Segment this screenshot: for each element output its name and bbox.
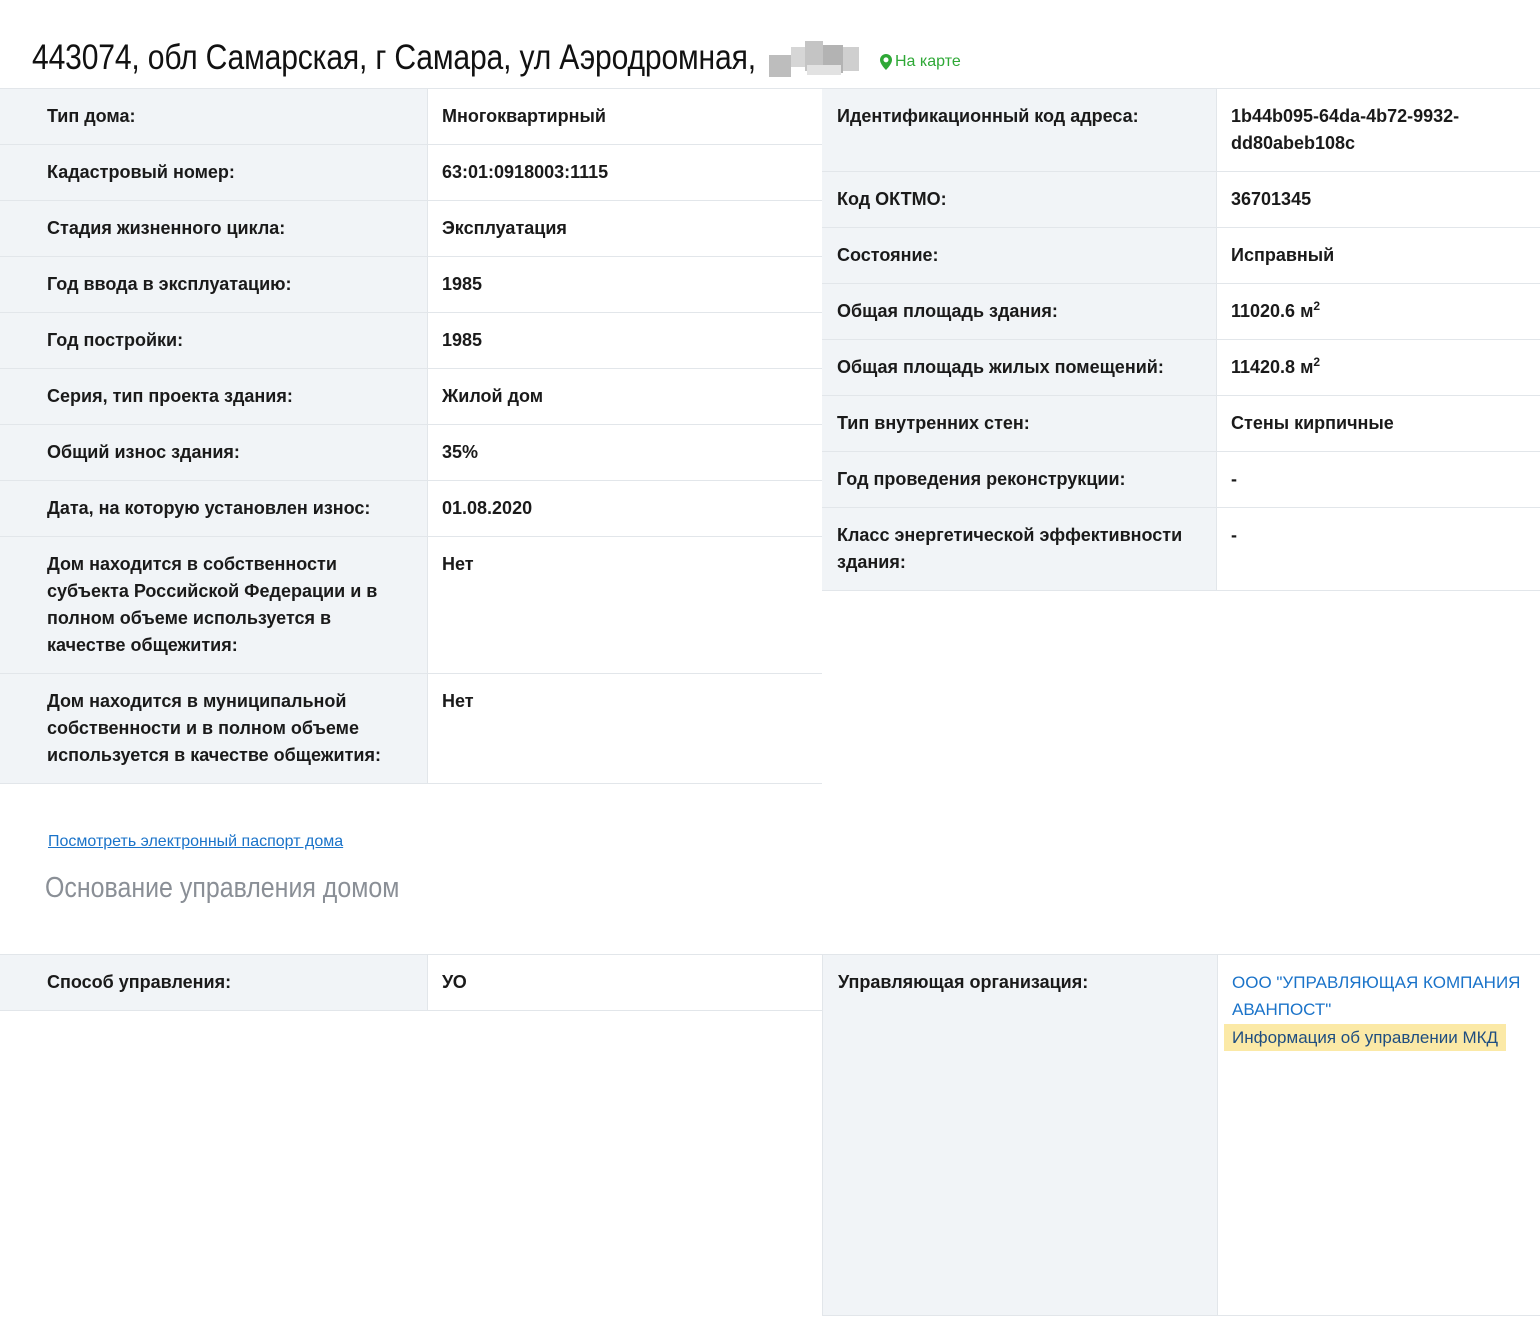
- table-row: [0, 369, 822, 425]
- row-value: [1218, 955, 1540, 1315]
- table-row: [822, 172, 1540, 228]
- table-row: [0, 313, 822, 369]
- row-label: Стадия жизненного цикла:: [0, 201, 428, 256]
- row-value: [1217, 340, 1540, 395]
- row-value: 1985: [428, 313, 822, 368]
- row-value: Эксплуатация: [428, 201, 822, 256]
- row-value: 1b44b095-64da-4b72-9932-dd80abeb108c: [1217, 89, 1540, 171]
- row-label: Класс энергетической эффективности здания:: [822, 508, 1217, 590]
- mkd-info-link[interactable]: Информация об управлении МКД: [1224, 1024, 1506, 1051]
- row-label: Дом находится в собственности субъекта Российской Федерации и в полном объеме используется в качестве общежития:: [0, 537, 428, 673]
- area-value: 11020.6 м: [1231, 301, 1314, 321]
- row-value: 35%: [428, 425, 822, 480]
- row-label: Тип внутренних стен:: [822, 396, 1217, 451]
- row-value: 36701345: [1217, 172, 1540, 227]
- area-value: 11420.8 м: [1231, 357, 1314, 377]
- row-value: 63:01:0918003:1115: [428, 145, 822, 200]
- row-label: Управляющая организация:: [822, 955, 1218, 1315]
- row-label: Дом находится в муниципальной собственности и в полном объеме используется в качестве общежития:: [0, 674, 428, 783]
- address-text: 443074, обл Самарская, г Самара, ул Аэродромная,: [32, 38, 756, 77]
- table-row: [0, 537, 822, 674]
- row-label: Способ управления:: [0, 955, 428, 1010]
- row-value: Многоквартирный: [428, 89, 822, 144]
- row-value: Нет: [428, 674, 822, 783]
- row-label: Год постройки:: [0, 313, 428, 368]
- row-label: Год ввода в эксплуатацию:: [0, 257, 428, 312]
- row-value: Исправный: [1217, 228, 1540, 283]
- house-info-table-right: [822, 88, 1540, 591]
- map-pin-icon: [880, 54, 892, 70]
- management-table-right: [822, 954, 1540, 1316]
- unit-superscript: 2: [1313, 355, 1321, 369]
- table-row: [0, 481, 822, 537]
- row-value: -: [1217, 508, 1540, 590]
- management-table-left: [0, 954, 822, 1011]
- address-container: [32, 38, 767, 78]
- map-link[interactable]: [880, 53, 961, 71]
- table-row: [822, 340, 1540, 396]
- table-row: [0, 425, 822, 481]
- table-row: [0, 201, 822, 257]
- row-value: Нет: [428, 537, 822, 673]
- table-row: [0, 674, 822, 784]
- row-label: Год проведения реконструкции:: [822, 452, 1217, 507]
- page-title: [32, 28, 961, 88]
- table-row: [822, 228, 1540, 284]
- redacted-house-number: [767, 41, 862, 79]
- management-org-link[interactable]: ООО "УПРАВЛЯЮЩАЯ КОМПАНИЯ АВАНПОСТ": [1232, 973, 1521, 1019]
- table-row: [0, 257, 822, 313]
- row-label: Код ОКТМО:: [822, 172, 1217, 227]
- row-value: -: [1217, 452, 1540, 507]
- row-label: Общий износ здания:: [0, 425, 428, 480]
- table-row: [822, 284, 1540, 340]
- table-row: [822, 89, 1540, 172]
- row-value: 01.08.2020: [428, 481, 822, 536]
- passport-link[interactable]: Посмотреть электронный паспорт дома: [48, 833, 344, 850]
- unit-superscript: 2: [1313, 299, 1321, 313]
- house-info-table-left: [0, 88, 822, 784]
- table-row: [822, 396, 1540, 452]
- table-row: [0, 955, 822, 1011]
- row-label: Идентификационный код адреса:: [822, 89, 1217, 171]
- row-label: Общая площадь жилых помещений:: [822, 340, 1217, 395]
- row-value: 1985: [428, 257, 822, 312]
- row-label: Общая площадь здания:: [822, 284, 1217, 339]
- row-label: Дата, на которую установлен износ:: [0, 481, 428, 536]
- table-row: [822, 508, 1540, 591]
- table-row: [822, 452, 1540, 508]
- row-value: [1217, 284, 1540, 339]
- row-value: Стены кирпичные: [1217, 396, 1540, 451]
- map-link-label: На карте: [895, 53, 961, 70]
- row-value: Жилой дом: [428, 369, 822, 424]
- row-value: УО: [428, 955, 822, 1010]
- section-title: Основание управления домом: [45, 872, 400, 904]
- row-label: Тип дома:: [0, 89, 428, 144]
- row-label: Кадастровый номер:: [0, 145, 428, 200]
- table-row: [0, 89, 822, 145]
- row-label: Состояние:: [822, 228, 1217, 283]
- table-row: [0, 145, 822, 201]
- row-label: Серия, тип проекта здания:: [0, 369, 428, 424]
